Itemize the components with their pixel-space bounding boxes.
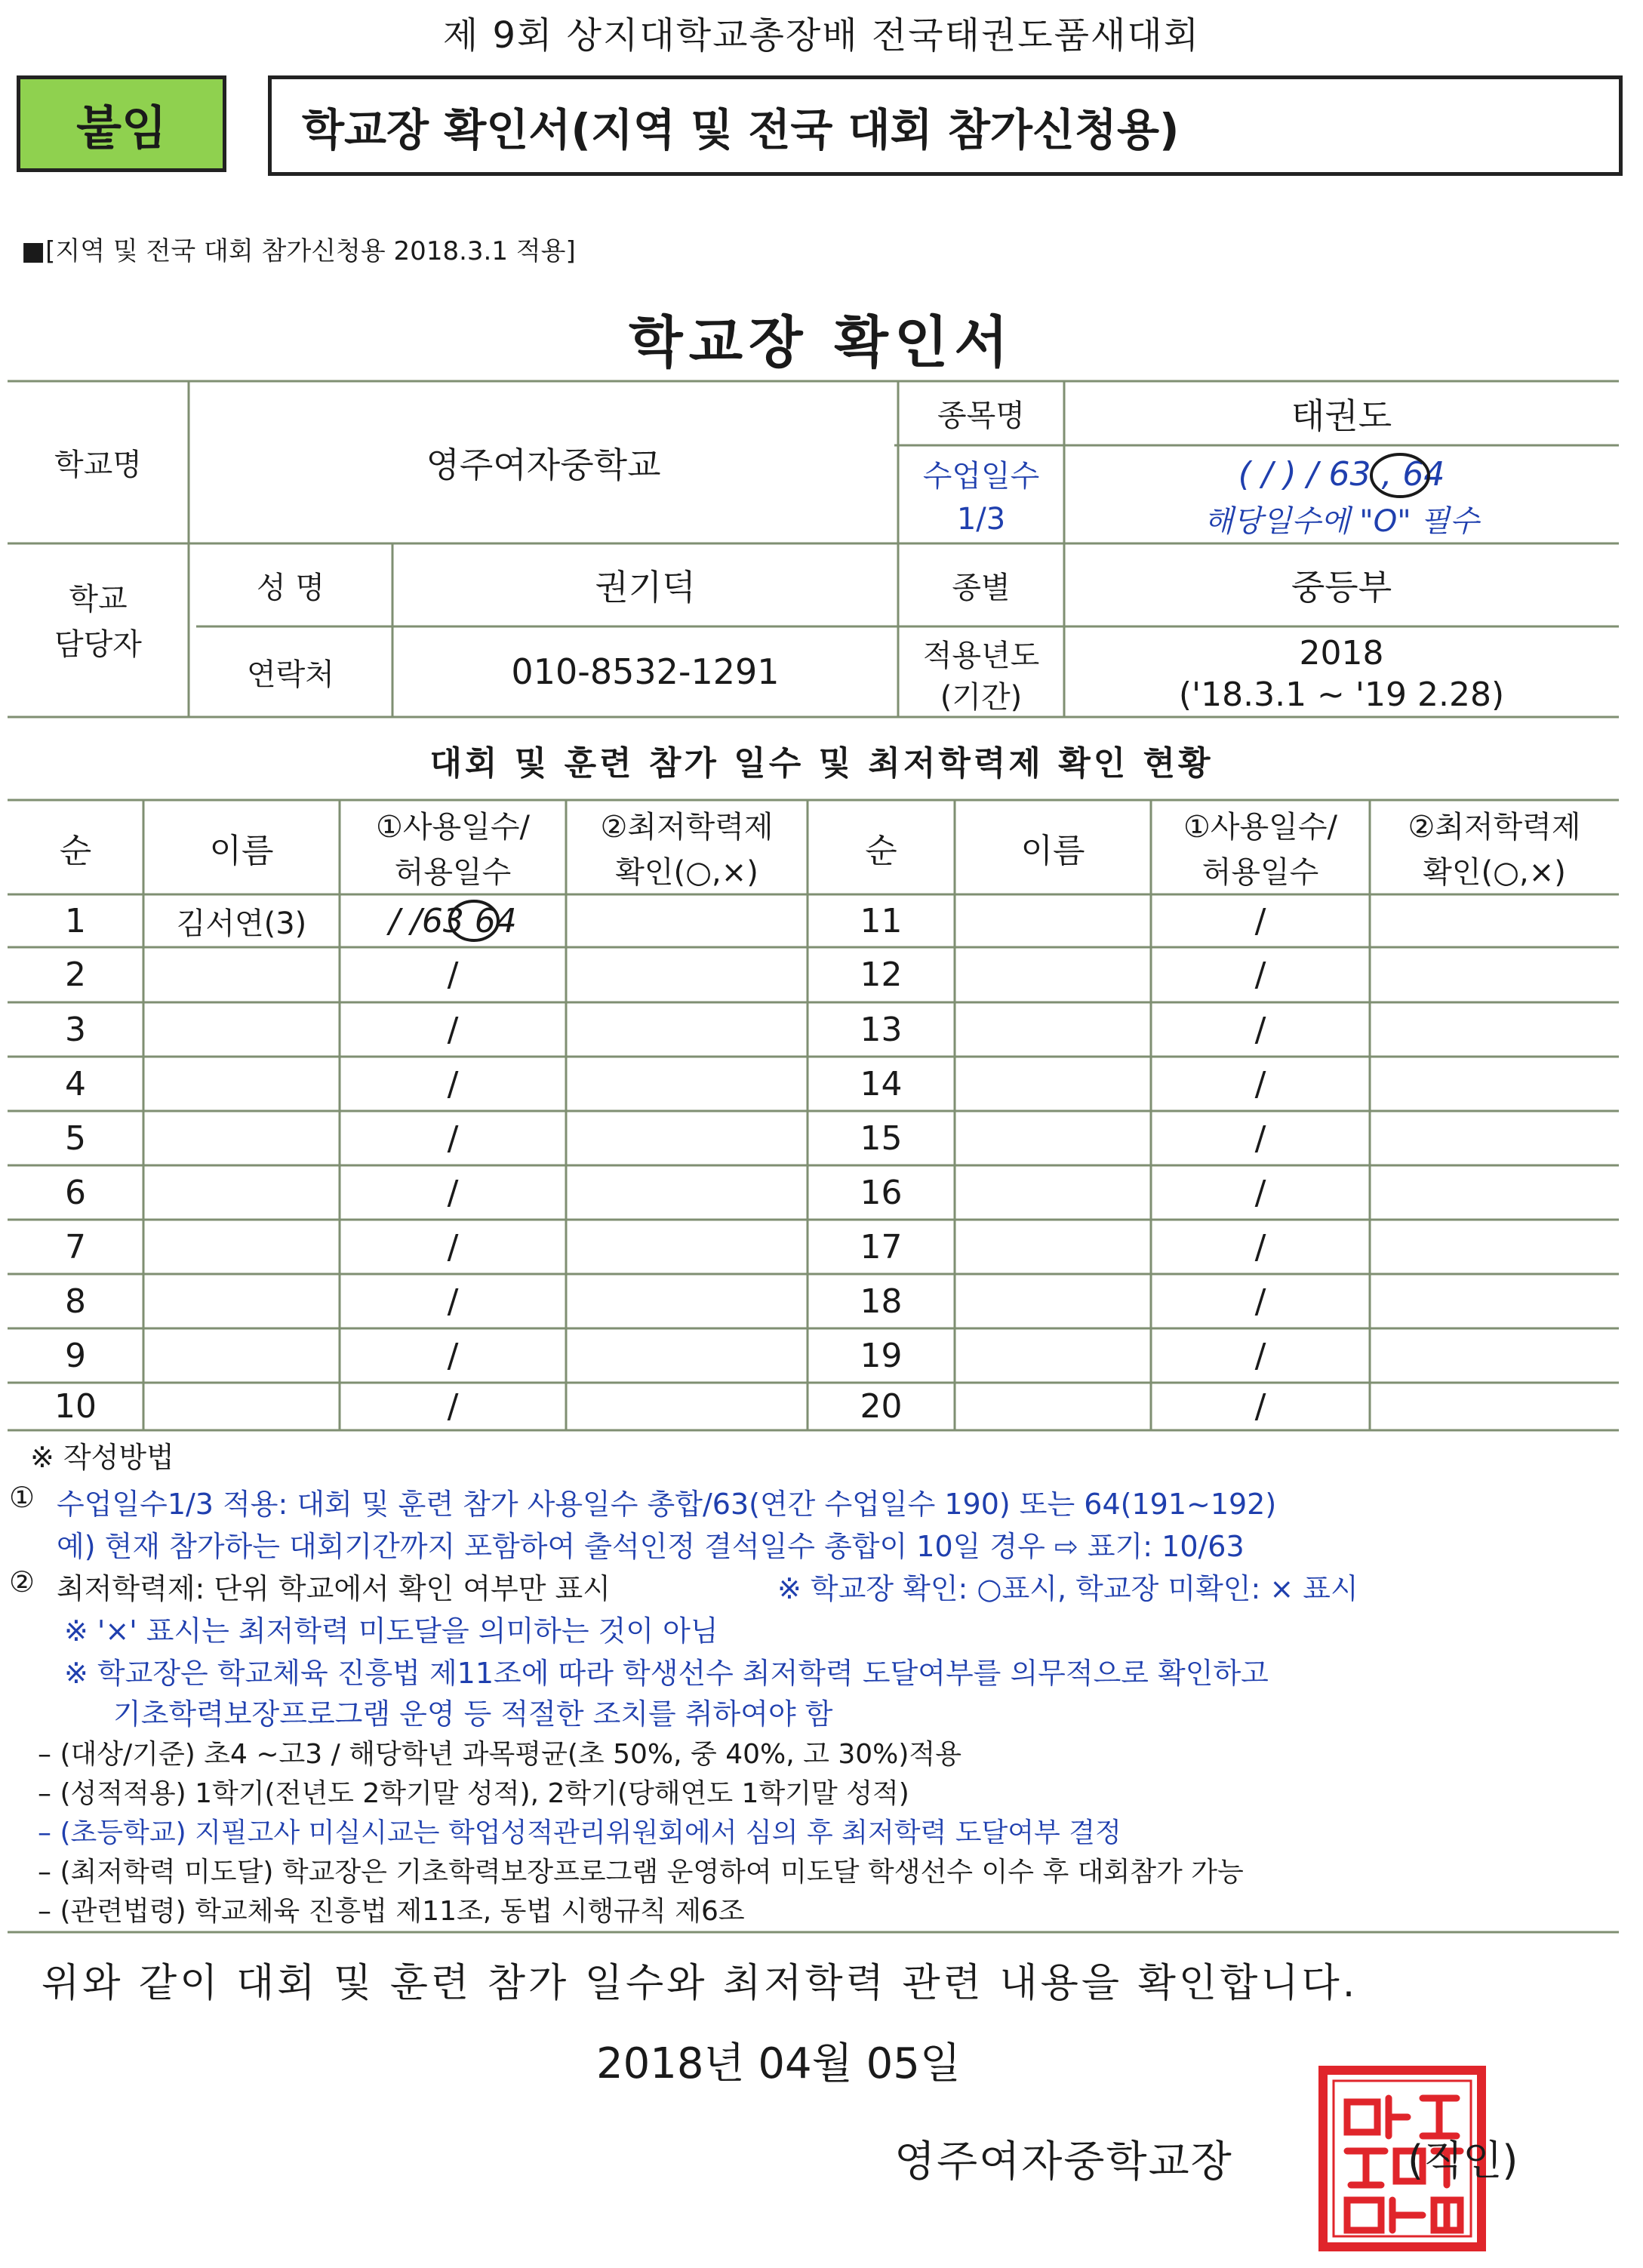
name-label: 성 명 <box>257 570 325 605</box>
row-days: / <box>1254 901 1266 940</box>
col-name-left: 이름 <box>209 831 274 870</box>
row-days: / /63 64 <box>389 901 517 940</box>
row-no: 10 <box>54 1387 97 1426</box>
row-no: 15 <box>860 1119 903 1158</box>
row-no: 11 <box>860 901 903 940</box>
row-days: / <box>447 956 459 994</box>
note-4-cont: 기초학력보장프로그램 운영 등 적절한 조치를 취하여야 함 <box>113 1697 833 1731</box>
category-value: 중등부 <box>1291 567 1392 608</box>
school-name-label: 학교명 <box>54 448 142 482</box>
row-days: / <box>1254 1282 1266 1321</box>
row-no: 20 <box>860 1387 903 1426</box>
row-no: 13 <box>860 1010 903 1049</box>
row-days: / <box>447 1282 459 1321</box>
row-days: / <box>447 1227 459 1266</box>
class-days-fraction: 1/3 <box>956 501 1006 537</box>
class-days-note: 해당일수에 "O" 필수 <box>1204 504 1479 539</box>
row-no: 9 <box>65 1336 86 1375</box>
document-heading: 학교장 확인서(지역 및 전국 대회 참가신청용) <box>268 75 1623 176</box>
year-label-period: (기간) <box>940 680 1023 715</box>
row-days: / <box>1254 1336 1266 1375</box>
note-1: 수업일수1/3 적용: 대회 및 훈련 참가 사용일수 총합/63(연간 수업일수 190) 또는 64(191~192) <box>57 1488 1277 1521</box>
row-no: 14 <box>860 1064 903 1103</box>
confirmation-text: 위와 같이 대회 및 훈련 참가 일수와 최저학력 관련 내용을 확인합니다. <box>42 1961 1358 2006</box>
col-check-left-1: ②최저학력제 <box>600 809 774 845</box>
page-title: 학교장 확인서 <box>629 310 1014 375</box>
row-days: / <box>447 1119 459 1158</box>
row-no: 4 <box>65 1064 86 1103</box>
row-no: 2 <box>65 956 86 994</box>
row-no: 7 <box>65 1227 86 1266</box>
detail-4: – (최저학력 미도달) 학교장은 기초학력보장프로그램 운영하여 미도달 학생선수 이수 후 대회참가 가능 <box>38 1857 1244 1888</box>
signer-name: 영주여자중학교장 <box>894 2137 1233 2186</box>
row-no: 1 <box>65 901 86 940</box>
row-no: 6 <box>65 1173 86 1212</box>
person-label-line2: 담당자 <box>54 626 142 662</box>
year-value: 2018 <box>1299 634 1384 672</box>
event-title: 제 9회 상지대학교총장배 전국태권도품새대회 <box>442 14 1201 57</box>
col-no-left: 순 <box>59 831 92 870</box>
note-2: 최저학력제: 단위 학교에서 확인 여부만 표시 <box>57 1572 611 1605</box>
row-days: / <box>1254 1387 1266 1426</box>
event-value: 태권도 <box>1291 395 1392 436</box>
event-label: 종목명 <box>937 399 1025 433</box>
school-name-value: 영주여자중학교 <box>426 444 661 485</box>
row-days: / <box>1254 1064 1266 1103</box>
row-days: / <box>1254 1173 1266 1212</box>
class-days-label: 수업일수 <box>922 459 1040 494</box>
class-days-value: ( / ) / 63 , 64 <box>1238 454 1445 494</box>
detail-1: – (대상/기준) 초4 ~고3 / 해당학년 과목평균(초 50%, 중 40%, 고 30%)적용 <box>38 1739 961 1770</box>
circled-63-mark <box>1366 449 1434 502</box>
col-check-left-2: 확인(○,×) <box>615 854 758 890</box>
col-check-right-1: ②최저학력제 <box>1408 809 1581 845</box>
applicability-note: ■[지역 및 전국 대회 참가신청용 2018.3.1 적용] <box>21 236 576 266</box>
row-days: / <box>1254 956 1266 994</box>
period-value: ('18.3.1 ~ '19 2.28) <box>1178 675 1505 714</box>
year-label: 적용년도 <box>922 639 1040 673</box>
notes-heading: ※ 작성방법 <box>30 1441 174 1474</box>
issue-date: 2018년 04월 05일 <box>596 2039 961 2088</box>
note-3: ※ '×' 표시는 최저학력 미도달을 의미하는 것이 아님 <box>64 1614 718 1648</box>
col-days-left-2: 허용일수 <box>394 854 512 890</box>
detail-2: – (성적적용) 1학기(전년도 2학기말 성적), 2학기(당해연도 1학기말 성적) <box>38 1778 909 1809</box>
row-no: 12 <box>860 956 903 994</box>
category-label: 종별 <box>952 570 1011 605</box>
note-1-example: 예) 현재 참가하는 대회기간까지 포함하여 출석인정 결석일수 총합이 10일 경우 ⇨ 표기: 10/63 <box>57 1530 1245 1563</box>
note-1-prefix: ① <box>9 1481 35 1514</box>
row-days: / <box>1254 1010 1266 1049</box>
person-label-line1: 학교 <box>69 581 128 617</box>
col-days-right-1: ①사용일수/ <box>1183 809 1337 845</box>
contact-value: 010-8532-1291 <box>511 651 780 692</box>
detail-3: – (초등학교) 지필고사 미실시교는 학업성적관리위원회에서 심의 후 최저학력 도달여부 결정 <box>38 1817 1121 1848</box>
row-no: 18 <box>860 1282 903 1321</box>
attachment-badge: 붙임 <box>17 75 226 172</box>
contact-label: 연락처 <box>247 657 334 692</box>
note-2-prefix: ② <box>9 1565 35 1599</box>
note-4: ※ 학교장은 학교체육 진흥법 제11조에 따라 학생선수 최저학력 도달여부를 의무적으로 확인하고 <box>64 1657 1269 1690</box>
col-name-right: 이름 <box>1020 831 1085 870</box>
col-days-left-1: ①사용일수/ <box>376 809 530 845</box>
row-days: / <box>447 1064 459 1103</box>
row-days: / <box>1254 1119 1266 1158</box>
row-no: 19 <box>860 1336 903 1375</box>
row-days: / <box>447 1387 459 1426</box>
row-days: / <box>447 1010 459 1049</box>
circled-63-mark <box>447 898 501 943</box>
row-days: / <box>1254 1227 1266 1266</box>
name-value: 권기덕 <box>595 567 696 608</box>
row-no: 17 <box>860 1227 903 1266</box>
col-check-right-2: 확인(○,×) <box>1423 854 1566 890</box>
row-name: 김서연(3) <box>176 906 307 941</box>
row-days: / <box>447 1173 459 1212</box>
row-no: 3 <box>65 1010 86 1049</box>
col-no-right: 순 <box>865 831 897 870</box>
detail-5: – (관련법령) 학교체육 진흥법 제11조, 동법 시행규칙 제6조 <box>38 1896 745 1927</box>
row-no: 8 <box>65 1282 86 1321</box>
seal-label: (직인) <box>1408 2137 1518 2184</box>
row-no: 5 <box>65 1119 86 1158</box>
status-section-title: 대회 및 훈련 참가 일수 및 최저학력제 확인 현황 <box>429 744 1214 783</box>
row-days: / <box>447 1336 459 1375</box>
col-days-right-2: 허용일수 <box>1201 854 1319 890</box>
note-2-mark: ※ 학교장 확인: ○표시, 학교장 미확인: × 표시 <box>777 1572 1358 1605</box>
row-no: 16 <box>860 1173 903 1212</box>
